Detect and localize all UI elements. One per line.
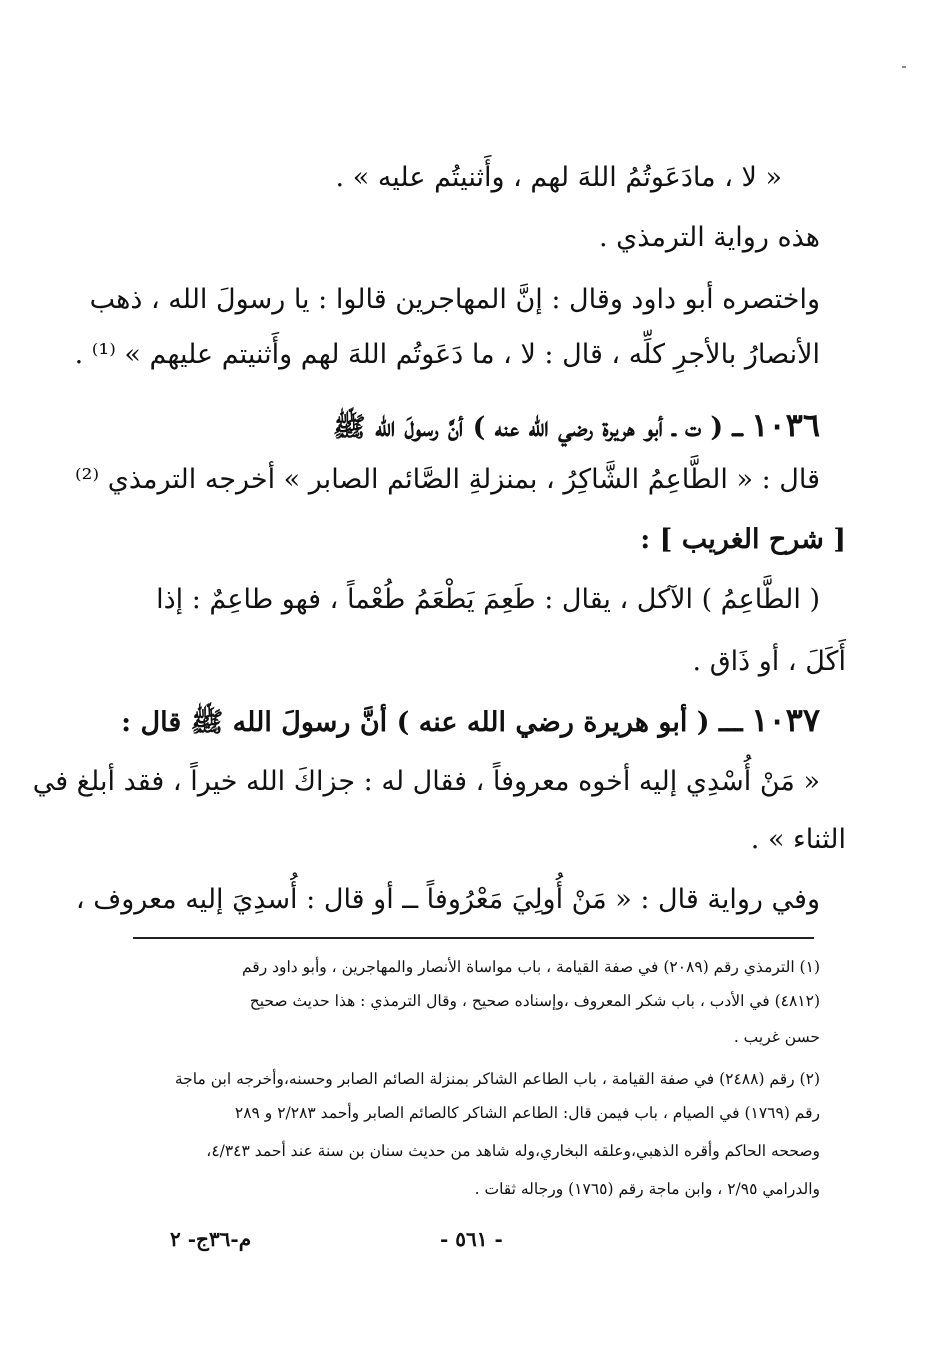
body-line-9: أَكَلَ ، أو ذَاق . [692,646,846,677]
footnote-2-line-3: وصححه الحاكم وأقره الذهبي،وعلقه البخاري،وله شاهد من حديث سنان بن سنة عند أحمد ٤/٣٤٣، [206,1142,820,1160]
footnote-1-line-3: حسن غريب . [733,1028,820,1046]
body-line-13: وفي رواية قال : « مَنْ أُولِيَ مَعْرُوفاً ــ أو قال : أُسدِيَ إليه معروف ، [75,884,820,915]
body-line-4: الأنصارُ بالأجرِ كلِّه ، قال : لا ، ما دَعَوتُم اللهَ لهم وأَثنيتم عليهم » ⁽¹⁾ . [74,339,820,370]
hadith-1037-heading [121,700,820,743]
gharib-heading: [ شرح الغريب ] : [640,524,846,555]
hadith-chain: ـــ ( أبو هريرة رضي الله عنه ) أنَّ رسولَ الله ﷺ قال : [121,707,743,738]
footnote-2-line-4: والدرامي ٢/٩٥ ، وابن ماجة رقم (١٧٦٥) ورجاله ثقات . [474,1180,820,1198]
hadith-chain: ـــ ( ت ـ أبو هريرة رضي الله عنه ) أنَّ رسولَ الله ﷺ [332,412,743,443]
body-line-8: ( الطَّاعِمُ ) الآكل ، يقال : طَعِمَ يَطْعَمُ طُعْماً ، فهو طاعِمٌ : إذا [156,584,820,615]
body-line-11: « مَنْ أُسْدِي إليه أخوه معروفاً ، فقال له : جزاكَ الله خيراً ، فقد أبلغ في [32,766,820,797]
body-line-3: واختصره أبو داود وقال : إنَّ المهاجرين قالوا : يا رسولَ الله ، ذهب [89,284,820,315]
hadith-number: ١٠٣٧ [751,701,820,739]
page-number: - ٥٦١ - [440,1227,503,1251]
footnote-1-line-1: (١) الترمذي رقم (٢٠٨٩) في صفة القيامة ، باب مواساة الأنصار والمهاجرين ، وأبو داود رقم [241,958,820,976]
body-line-6: قال : « الطَّاعِمُ الشَّاكِرُ ، بمنزلةِ الصَّائم الصابر » أخرجه الترمذي ⁽²⁾ [75,464,820,495]
scan-mark [902,66,906,68]
body-line-2: هذه رواية الترمذي . [599,222,820,253]
hadith-number: ١٠٣٦ [751,406,820,444]
footnote-2-line-2: رقم (١٧٦٩) في الصيام ، باب فيمن قال: الطاعم الشاكر كالصائم الصابر وأحمد ٢/٢٨٣ و ٢٨٩ [234,1104,820,1122]
signature-mark: م-٣٦ج- ٢ [170,1227,252,1251]
footnote-2-line-1: (٢) رقم (٢٤٨٨) في صفة القيامة ، باب الطاعم الشاكر بمنزلة الصائم الصابر وحسنه،وأخرجه ابن ماجة [174,1070,820,1088]
hadith-1036-heading [333,405,820,448]
footnote-1-line-2: (٤٨١٢) في الأدب ، باب شكر المعروف ،وإسناده صحيح ، وقال الترمذي : هذا حديث صحيح [249,992,820,1010]
body-line-12: الثناء » . [750,824,846,855]
footnote-separator [133,937,814,939]
body-line-1: « لا ، مادَعَوتُمُ اللهَ لهم ، وأَثنيتُم عليه » . [335,162,782,193]
